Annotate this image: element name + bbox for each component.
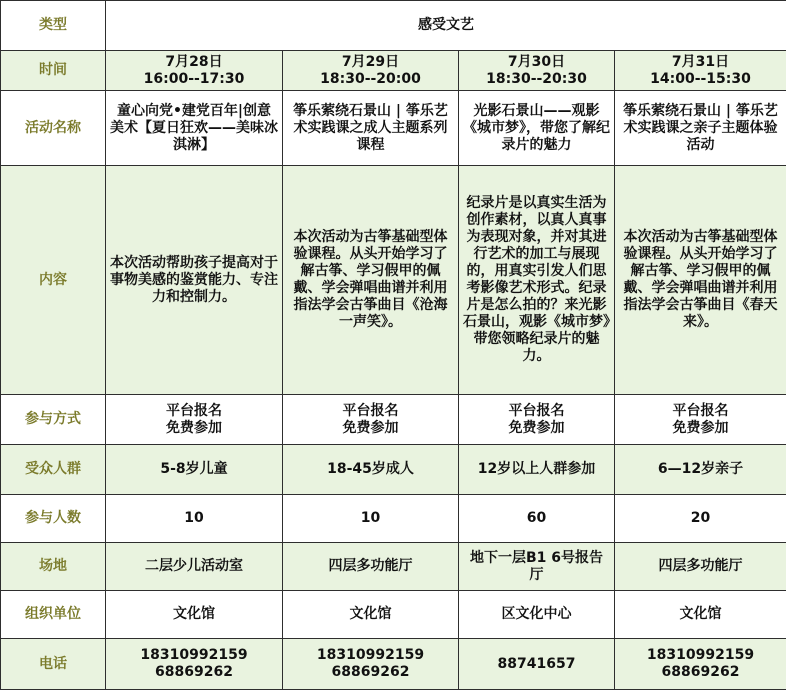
event-1-time: 7月28日 16:00--17:30 [106, 51, 283, 91]
event-3-phone: 88741657 [459, 639, 615, 690]
event-3-time: 7月30日 18:30--20:30 [459, 51, 615, 91]
header-row [1, 1, 786, 51]
event-3-name: 光影石景山——观影《城市梦》，带您了解纪录片的魅力 [459, 91, 615, 166]
phone-label: 电话 [1, 639, 106, 690]
content-row [1, 166, 786, 395]
org-row [1, 591, 786, 639]
event-2-phone: 18310992159 68869262 [283, 639, 459, 690]
count-row [1, 495, 786, 543]
venue-label: 场地 [1, 543, 106, 591]
event-1-method: 平台报名 免费参加 [106, 395, 283, 445]
event-2-org: 文化馆 [283, 591, 459, 639]
event-2-audience: 18-45岁成人 [283, 445, 459, 495]
event-1-name: 童心向党•建党百年|创意美术【夏日狂欢——美味冰淇淋】 [106, 91, 283, 166]
event-4-org: 文化馆 [615, 591, 786, 639]
event-4-count: 20 [615, 495, 786, 543]
event-4-content: 本次活动为古筝基础型体验课程。从头开始学习了解古筝、学习假甲的佩戴、学会弹唱曲谱并利用指法学会古筝曲目《春天来》。 [615, 166, 786, 395]
event-1-count: 10 [106, 495, 283, 543]
event-2-time: 7月29日 18:30--20:00 [283, 51, 459, 91]
event-3-audience: 12岁以上人群参加 [459, 445, 615, 495]
event-4-name: 筝乐萦绕石景山 | 筝乐艺术实践课之亲子主题体验活动 [615, 91, 786, 166]
time-label: 时间 [1, 51, 106, 91]
event-2-content: 本次活动为古筝基础型体验课程。从头开始学习了解古筝、学习假甲的佩戴、学会弹唱曲谱并利用指法学会古筝曲目《沧海一声笑》。 [283, 166, 459, 395]
event-3-org: 区文化中心 [459, 591, 615, 639]
event-1-content: 本次活动帮助孩子提高对于事物美感的鉴赏能力、专注力和控制力。 [106, 166, 283, 395]
audience-row [1, 445, 786, 495]
event-1-org: 文化馆 [106, 591, 283, 639]
time-row [1, 51, 786, 91]
event-3-count: 60 [459, 495, 615, 543]
name-row [1, 91, 786, 166]
venue-row [1, 543, 786, 591]
content-label: 内容 [1, 166, 106, 395]
event-1-audience: 5-8岁儿童 [106, 445, 283, 495]
event-1-venue: 二层少儿活动室 [106, 543, 283, 591]
event-3-content: 纪录片是以真实生活为创作素材，以真人真事为表现对象，并对其进行艺术的加工与展现的，用真实引发人们思考影像艺术形式。纪录片是怎么拍的？来光影石景山，观影《城市梦》带您领略纪录片的魅力。 [459, 166, 615, 395]
type-label: 类型 [1, 1, 106, 51]
event-3-method: 平台报名 免费参加 [459, 395, 615, 445]
event-2-method: 平台报名 免费参加 [283, 395, 459, 445]
method-label: 参与方式 [1, 395, 106, 445]
org-label: 组织单位 [1, 591, 106, 639]
event-4-time: 7月31日 14:00--15:30 [615, 51, 786, 91]
count-label: 参与人数 [1, 495, 106, 543]
phone-row [1, 639, 786, 690]
event-4-phone: 18310992159 68869262 [615, 639, 786, 690]
event-3-venue: 地下一层B1 6号报告厅 [459, 543, 615, 591]
audience-label: 受众人群 [1, 445, 106, 495]
event-4-audience: 6—12岁亲子 [615, 445, 786, 495]
event-2-name: 筝乐萦绕石景山 | 筝乐艺术实践课之成人主题系列课程 [283, 91, 459, 166]
event-2-venue: 四层多功能厅 [283, 543, 459, 591]
event-4-method: 平台报名 免费参加 [615, 395, 786, 445]
event-1-phone: 18310992159 68869262 [106, 639, 283, 690]
method-row [1, 395, 786, 445]
category-title: 感受文艺 [106, 1, 786, 51]
name-label: 活动名称 [1, 91, 106, 166]
event-2-count: 10 [283, 495, 459, 543]
event-4-venue: 四层多功能厅 [615, 543, 786, 591]
